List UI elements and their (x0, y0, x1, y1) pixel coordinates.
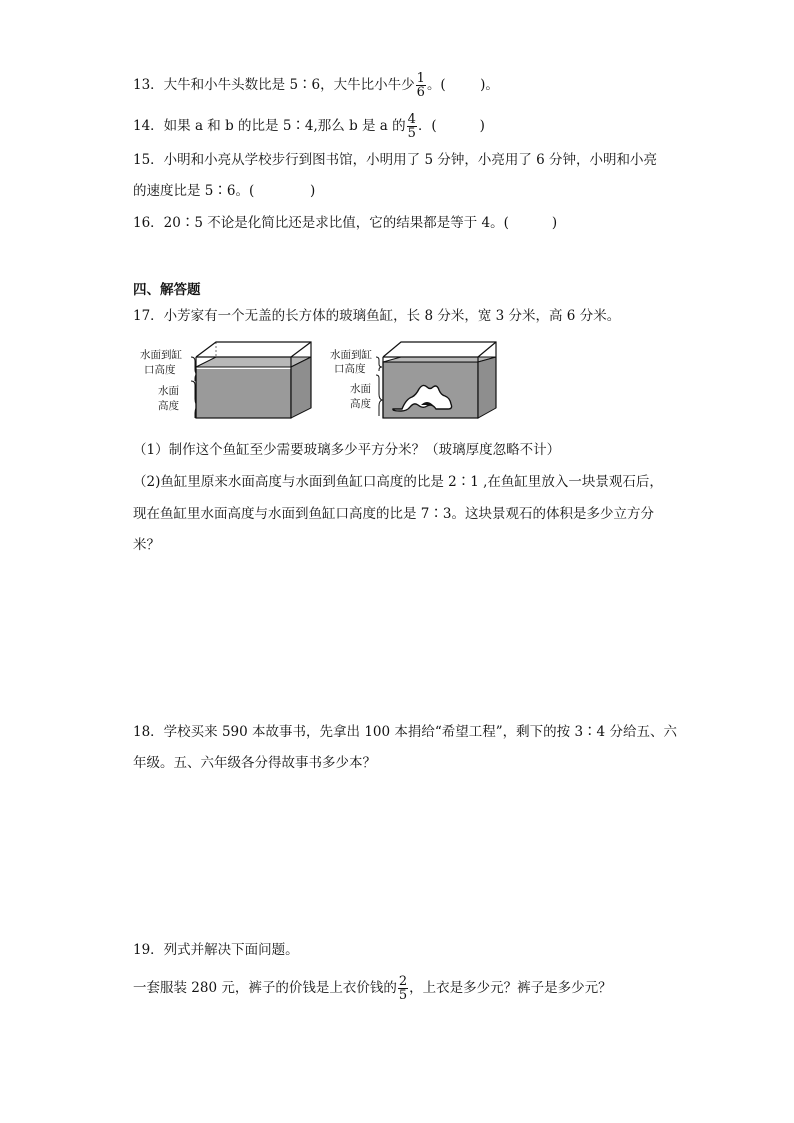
question-13-open: 。( (426, 77, 446, 93)
question-15-text: 的速度比是 5∶6。( (133, 183, 255, 199)
question-13 (133, 72, 499, 99)
question-19-line-2 (133, 975, 612, 1002)
label-gap-height-after-2: 口高度 (334, 363, 366, 375)
question-17-stem: 17．小芳家有一个无盖的长方体的玻璃鱼缸，长 8 分米，宽 3 分米，高 6 分米。 (133, 308, 621, 324)
question-16-text: 16．20∶5 不论是化简比还是求比值，它的结果都是等于 4。( (133, 215, 509, 231)
answer-blank[interactable] (437, 116, 480, 136)
question-17-part-2-line-2: 现在鱼缸里水面高度与水面到鱼缸口高度的比是 7∶3。这块景观石的体积是多少立方分 (133, 506, 654, 522)
question-19-line-1: 19．列式并解决下面问题。 (133, 942, 299, 958)
question-14 (133, 113, 485, 140)
question-19-text-2: ，上衣是多少元？裤子是多少元？ (409, 980, 612, 996)
section-heading: 四、解答题 (133, 282, 201, 298)
question-15-close: ) (310, 183, 316, 199)
fraction-denominator: 6 (416, 85, 425, 100)
label-water-height-after-2: 高度 (350, 398, 371, 410)
fraction-one-sixth (416, 72, 426, 99)
answer-blank[interactable] (254, 181, 310, 201)
fraction-four-fifths (407, 113, 417, 140)
fraction-denominator: 5 (398, 988, 408, 1003)
question-13-close: )。 (480, 77, 499, 93)
question-17-part-1: （1）制作这个鱼缸至少需要玻璃多少平方分米？（玻璃厚度忽略不计） (133, 442, 561, 458)
label-gap-height-after: 水面到缸 (330, 349, 372, 361)
fraction-two-fifths (398, 975, 408, 1002)
label-gap-height: 水面到缸 (140, 349, 182, 361)
question-18-line-2: 年级。五、六年级各分得故事书多少本？ (133, 755, 376, 771)
question-14-close: ) (479, 118, 485, 134)
question-15-line-2 (133, 181, 315, 201)
question-17-part-2-line-3: 米？ (133, 537, 160, 553)
question-13-text: 13．大牛和小牛头数比是 5∶6，大牛比小牛少 (133, 77, 415, 93)
question-15-line-1: 15．小明和小亮从学校步行到图书馆，小明用了 5 分钟，小亮用了 6 分钟，小明和小亮 (133, 152, 658, 168)
fraction-numerator: 1 (416, 71, 425, 86)
question-18-line-1: 18．学校买来 590 本故事书，先拿出 100 本捐给“希望工程”，剩下的按 3∶4 分给五、六 (133, 724, 677, 740)
question-14-open: ．( (417, 118, 437, 134)
tank-before-stone (140, 342, 311, 418)
question-16 (133, 213, 557, 233)
answer-blank[interactable] (509, 213, 552, 233)
question-19-text: 一套服装 280 元，裤子的价钱是上衣价钱的 (133, 980, 397, 996)
fraction-numerator: 2 (398, 974, 408, 989)
question-17-part-2-line-1: （2)鱼缸里原来水面高度与水面到鱼缸口高度的比是 2∶1 ,在鱼缸里放入一块景观石后， (133, 474, 663, 490)
fraction-denominator: 5 (407, 126, 416, 141)
question-14-text: 14．如果 a 和 b 的比是 5∶4,那么 b 是 a 的 (133, 118, 406, 134)
tank-after-stone (330, 342, 496, 418)
label-water-height-after: 水面 (350, 383, 371, 395)
label-gap-height-2: 口高度 (144, 364, 176, 376)
fraction-numerator: 4 (407, 112, 416, 127)
fish-tank-figure (140, 338, 520, 422)
label-water-height: 水面 (158, 385, 179, 397)
question-16-close: ) (551, 215, 558, 231)
label-water-height-2: 高度 (158, 400, 179, 412)
answer-blank[interactable] (446, 75, 480, 95)
